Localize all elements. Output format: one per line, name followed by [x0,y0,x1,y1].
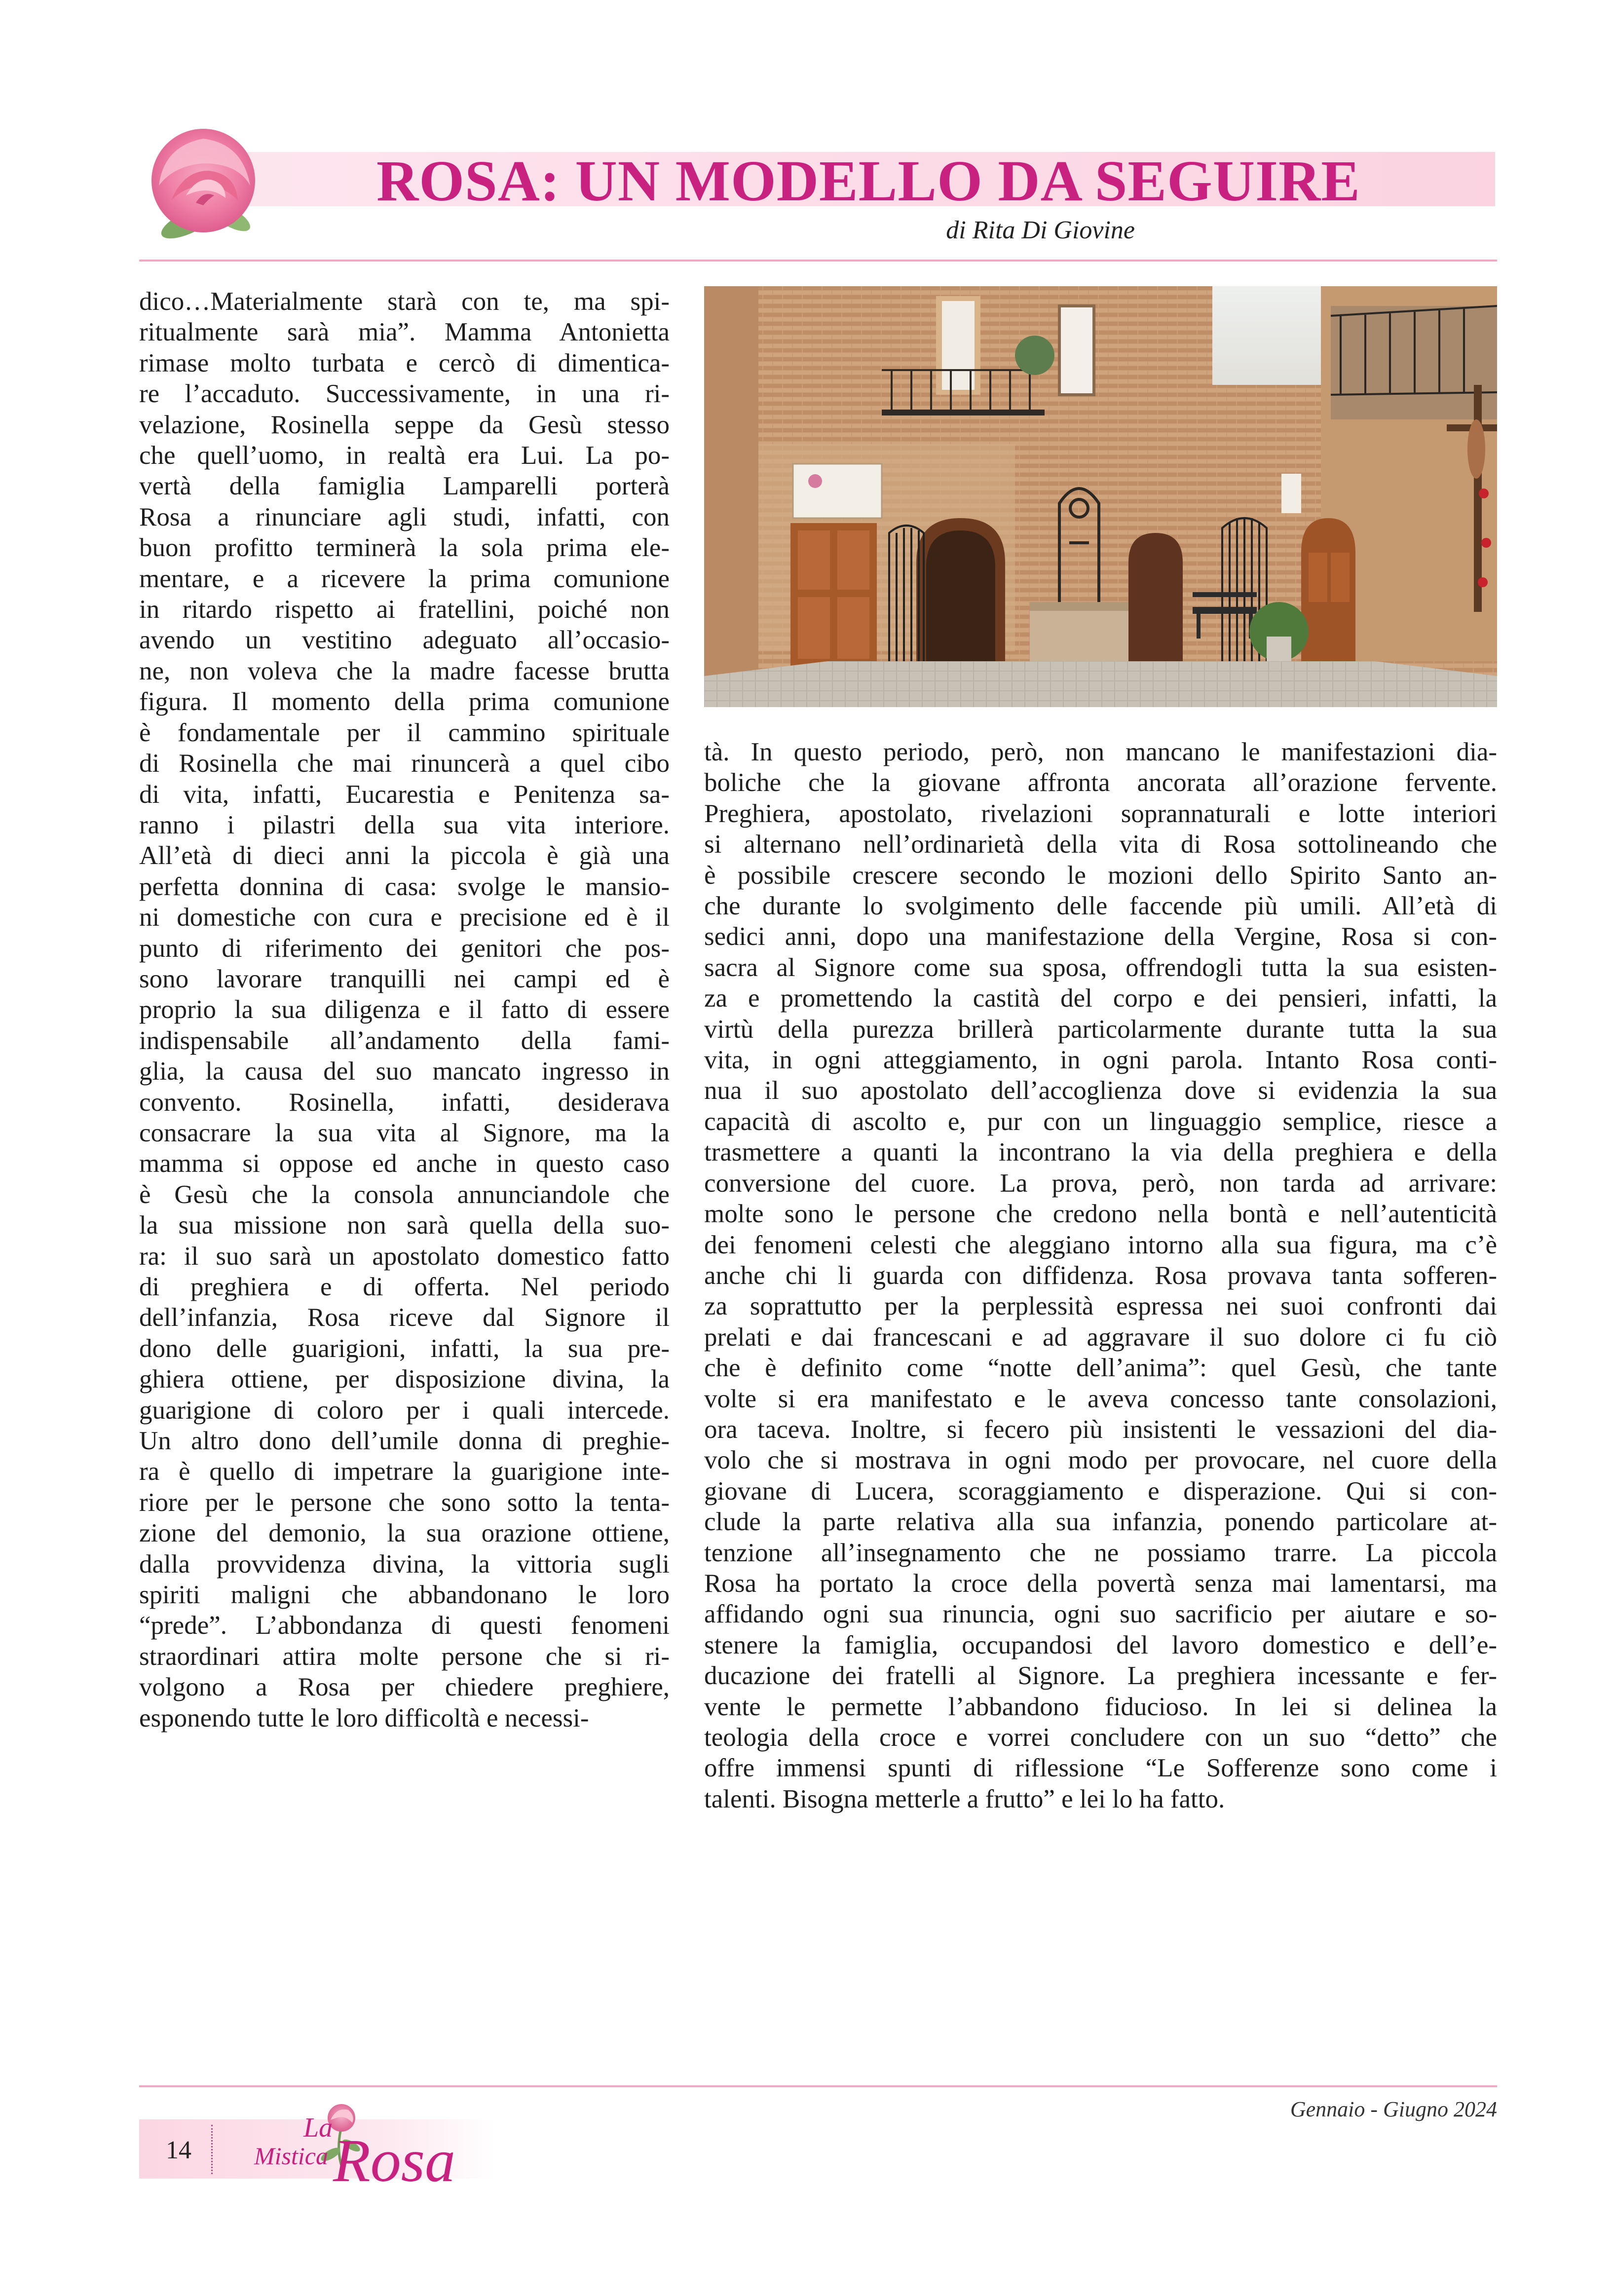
right-column [704,737,1497,1814]
text-line: si alternano nell’ordinarietà della vita di Rosa sottolineando che [704,830,1497,859]
text-line: buon profitto terminerà la sola prima ele- [139,533,670,563]
text-line: straordinari attira molte persone che si ri- [139,1642,670,1671]
text-line: dalla provvidenza divina, la vittoria sugli [139,1549,670,1579]
text-line: indispensabile all’andamento della fami- [139,1026,670,1055]
text-line: esponendo tutte le loro difficoltà e necessi- [139,1703,589,1732]
byline: di Rita Di Giovine [946,216,1135,244]
text-line: Un altro dono dell’umile donna di preghie- [139,1427,670,1456]
text-line: velazione, Rosinella seppe da Gesù stesso [139,410,670,439]
text-line: rimase molto turbata e cercò di dimentica- [139,348,670,377]
text-line: ranno i pilastri della sua vita interiore. [139,810,670,839]
text-line: consacrare la sua vita al Signore, ma la [139,1118,670,1147]
text-line: spiriti maligni che abbandonano le loro [139,1581,670,1610]
logo-article: La [303,2112,333,2143]
text-line: convento. Rosinella, infatti, desiderava [139,1088,670,1117]
text-line: ghiera ottiene, per disposizione divina, la [139,1365,670,1394]
text-line: avendo un vestitino adeguato all’occasio- [139,626,670,655]
text-line: Rosa ha portato la croce della povertà senza mai lamentarsi, ma [704,1569,1497,1598]
text-line: mentare, e a ricevere la prima comunione [139,564,670,593]
text-line: ra: il suo sarà un apostolato domestico fatto [139,1242,670,1271]
text-line: la sua missione non sarà quella della suo- [139,1211,670,1240]
text-line: è fondamentale per il cammino spirituale [139,718,670,747]
text-line: volte si era manifestato e le aveva concesso tante consolazioni, [704,1384,1497,1413]
text-line: ni domestiche con cura e precisione ed è il [139,903,670,932]
text-line: riore per le persone che sono sotto la tenta- [139,1488,670,1517]
text-line: za soprattutto per la perplessità espressa nei suoi confronti dai [704,1292,1497,1321]
rose-icon [129,116,263,250]
page-number: 14 [166,2136,191,2164]
text-line: ra è quello di impetrare la guarigione inte- [139,1457,670,1486]
text-line: ora taceva. Inoltre, si fecero più insistenti le vessazioni del dia- [704,1415,1497,1444]
text-line: tà. In questo periodo, però, non mancano le manifestazioni dia- [704,738,1497,766]
text-line: Preghiera, apostolato, rivelazioni soprannaturali e lotte interiori [704,799,1497,828]
text-line: dei fenomeni celesti che aleggiano intorno alla sua figura, ma c’è [704,1230,1497,1259]
text-line: teologia della croce e vorrei concludere con un suo “detto” che [704,1723,1497,1752]
text-line: perfetta donnina di casa: svolge le mansio- [139,872,670,901]
text-line: virtù della purezza brillerà particolarmente durante tutta la sua [704,1015,1497,1044]
text-line: di preghiera e di offerta. Nel periodo [139,1273,670,1301]
text-line: offre immensi spunti di riflessione “Le Sofferenze sono come i [704,1754,1497,1783]
text-line: guarigione di coloro per i quali intercede. [139,1395,670,1425]
text-line: tenzione all’insegnamento che ne possiamo trarre. La piccola [704,1538,1497,1567]
text-line: giovane di Lucera, scoraggiamento e disperazione. Qui si con- [704,1476,1497,1506]
text-line: All’età di dieci anni la piccola è già una [139,841,670,870]
header-rule [139,260,1497,262]
logo-word-rosa: Rosa [333,2127,455,2194]
text-line: glia, la causa del suo mancato ingresso in [139,1057,670,1086]
text-line: che è definito come “notte dell’anima”: quel Gesù, che tante [704,1354,1497,1383]
text-line: “prede”. L’abbondanza di questi fenomeni [139,1611,670,1640]
text-line: ritualmente sarà mia”. Mamma Antonietta [139,318,670,347]
text-line: conversione del cuore. La prova, però, non tarda ad arrivare: [704,1168,1497,1198]
text-line: mamma si oppose ed anche in questo caso [139,1149,670,1178]
text-line: che durante lo svolgimento delle faccende più umili. All’età di [704,892,1497,921]
courtyard-photo [704,286,1497,707]
page-title: ROSA: UN MODELLO DA SEGUIRE [376,149,1360,213]
text-line: stenere la famiglia, occupandosi del lavoro domestico e dell’e- [704,1630,1497,1659]
issue-date: Gennaio - Giugno 2024 [1290,2097,1497,2121]
footer-rule [139,2085,1497,2087]
text-line: dell’infanzia, Rosa riceve dal Signore il [139,1303,670,1332]
text-line: capacità di ascolto e, pur con un linguaggio semplice, riesce a [704,1107,1497,1136]
left-column [139,286,670,1733]
text-line: re l’accaduto. Successivamente, in una ri- [139,379,670,409]
text-line: vertà della famiglia Lamparelli porterà [139,472,670,501]
text-line: dono delle guarigioni, infatti, la sua pre- [139,1334,670,1363]
logo-word-mistica: Mistica [254,2142,328,2170]
text-line: di Rosinella che mai rinuncerà a quel cibo [139,749,670,778]
text-line: prelati e dai francescani e ad aggravare il suo dolore ci fu ciò [704,1322,1497,1352]
text-line: sono lavorare tranquilli nei campi ed è [139,964,670,993]
text-line: proprio la sua diligenza e il fatto di essere [139,995,670,1024]
text-line: anche chi li guarda con diffidenza. Rosa provava tanta sofferen- [704,1261,1497,1290]
text-line: punto di riferimento dei genitori che pos- [139,934,670,963]
text-line: talenti. Bisogna metterle a frutto” e lei lo ha fatto. [704,1784,1225,1813]
text-line: sacra al Signore come sua sposa, offrendogli tutta la sua esisten- [704,953,1497,982]
text-line: trasmettere a quanti la incontrano la via della preghiera e della [704,1138,1497,1167]
text-line: figura. Il momento della prima comunione [139,687,670,716]
text-line: zione del demonio, la sua orazione ottiene, [139,1519,670,1548]
text-line: volgono a Rosa per chiedere preghiere, [139,1673,670,1702]
text-line: sedici anni, dopo una manifestazione della Vergine, Rosa si con- [704,922,1497,951]
masthead-logo [212,2096,498,2200]
text-line: nua il suo apostolato dell’accoglienza dove si evidenzia la sua [704,1076,1497,1105]
text-line: è possibile crescere secondo le mozioni dello Spirito Santo an- [704,861,1497,890]
text-line: clude la parte relativa alla sua infanzia, ponendo particolare at- [704,1507,1497,1537]
text-line: ne, non voleva che la madre facesse brutta [139,656,670,685]
text-line: volo che si mostrava in ogni modo per provocare, nel cuore della [704,1446,1497,1475]
text-line: Rosa a rinunciare agli studi, infatti, con [139,502,670,531]
text-line: che quell’uomo, in realtà era Lui. La po- [139,441,670,470]
text-line: di vita, infatti, Eucarestia e Penitenza sa- [139,780,670,809]
text-line: vita, in ogni atteggiamento, in ogni parola. Intanto Rosa conti- [704,1046,1497,1075]
text-line: in ritardo rispetto ai fratellini, poiché non [139,595,670,624]
text-line: dico…Materialmente starà con te, ma spi- [139,287,670,316]
text-line: vente le permette l’abbandono fiducioso. In lei si delinea la [704,1692,1497,1721]
text-line: za e promettendo la castità del corpo e dei pensieri, infatti, la [704,984,1497,1013]
text-line: boliche che la giovane affronta ancorata all’orazione fervente. [704,768,1497,797]
text-line: affidando ogni sua rinuncia, ogni suo sacrificio per aiutare e so- [704,1600,1497,1629]
text-line: molte sono le persone che credono nella bontà e nell’autenticità [704,1200,1497,1229]
text-line: ducazione dei fratelli al Signore. La preghiera incessante e fer- [704,1661,1497,1691]
text-line: è Gesù che la consola annunciandole che [139,1180,670,1209]
